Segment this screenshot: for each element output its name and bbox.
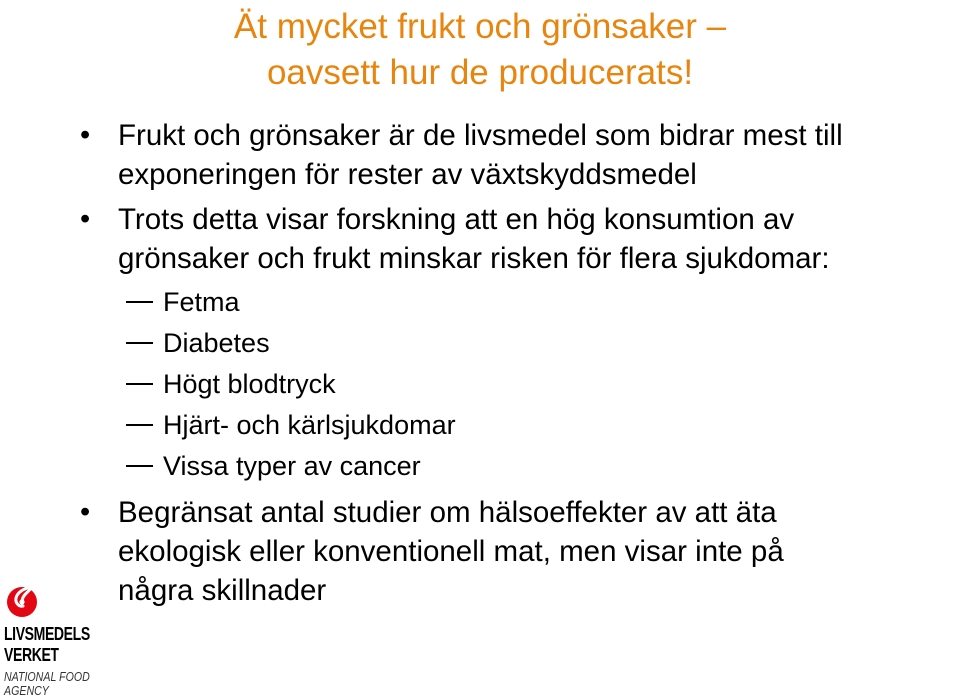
slide-title-line-2: oavsett hur de producerats! bbox=[266, 53, 694, 92]
bullet-icon: • bbox=[80, 203, 91, 235]
sub-item-text: Diabetes bbox=[163, 328, 270, 358]
sub-item-text: Fetma bbox=[163, 287, 240, 317]
bullet-text-line: Begränsat antal studier om hälsoeffekter av att äta bbox=[118, 496, 777, 529]
sub-item bbox=[163, 282, 923, 322]
bullet-text-line: Trots detta visar forskning att en hög konsumtion av bbox=[118, 203, 795, 236]
logo-mark-icon bbox=[6, 582, 42, 618]
logo-mark-dot bbox=[19, 599, 24, 604]
bullet-text-line: Frukt och grönsaker är de livsmedel som bidrar mest till bbox=[118, 119, 843, 152]
livsmedelsverket-logo bbox=[4, 582, 114, 698]
sub-item bbox=[163, 323, 923, 363]
bullet-item bbox=[80, 493, 948, 610]
bullet-text-line: grönsaker och frukt minskar risken för flera sjukdomar: bbox=[118, 242, 830, 275]
sub-item-text: Högt blodtryck bbox=[163, 369, 336, 399]
sub-item bbox=[163, 405, 923, 445]
bullet-icon: • bbox=[80, 496, 91, 528]
sub-item-text: Hjärt- och kärlsjukdomar bbox=[163, 410, 456, 440]
bullet-text-line: ekologisk eller konventionell mat, men visar inte på bbox=[118, 535, 784, 568]
bullet-text-line: några skillnader bbox=[118, 574, 327, 607]
dash-icon bbox=[126, 465, 153, 467]
logo-sub-line-2: AGENCY bbox=[4, 684, 49, 698]
logo-sub-line-1: NATIONAL FOOD bbox=[4, 670, 90, 684]
dash-icon bbox=[126, 301, 153, 303]
sub-item bbox=[163, 446, 923, 486]
logo-name-line-1: LIVSMEDELS bbox=[4, 624, 90, 644]
bullet-text-line: exponeringen för rester av växtskyddsmedel bbox=[118, 158, 697, 191]
logo-name-line-2: VERKET bbox=[4, 645, 59, 665]
sub-item bbox=[163, 364, 923, 404]
sub-item-text: Vissa typer av cancer bbox=[163, 451, 421, 481]
dash-icon bbox=[126, 424, 153, 426]
dash-icon bbox=[126, 342, 153, 344]
bullet-item bbox=[80, 116, 948, 194]
bullet-item bbox=[80, 200, 948, 278]
dash-icon bbox=[126, 383, 153, 385]
slide-title-line-1: Ät mycket frukt och grönsaker – bbox=[233, 7, 727, 46]
bullet-icon: • bbox=[80, 119, 91, 151]
